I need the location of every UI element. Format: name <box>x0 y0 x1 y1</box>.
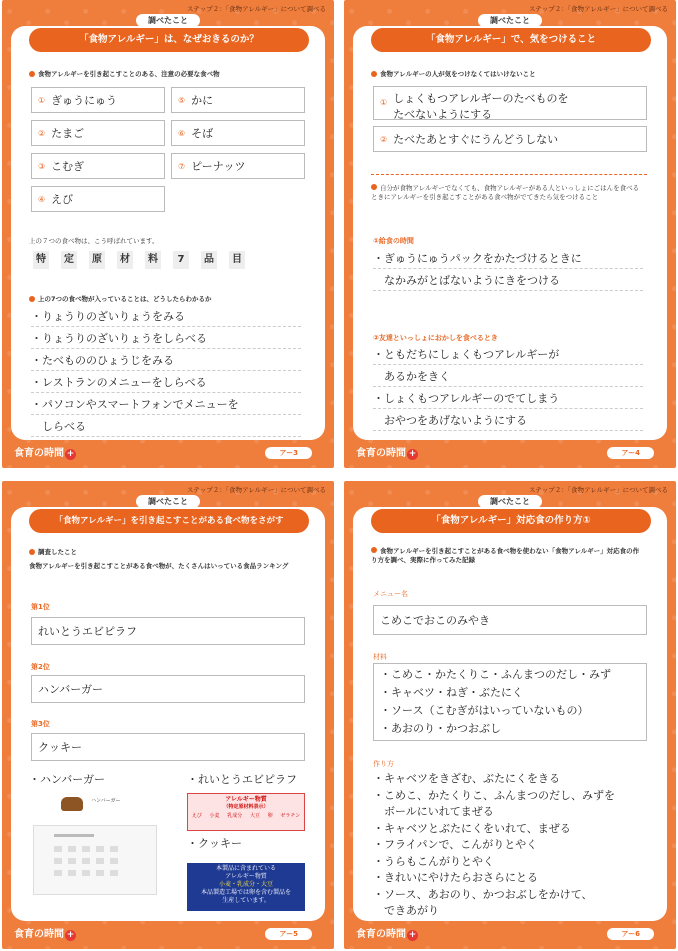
content-card <box>11 507 325 921</box>
page-number: アー4 <box>607 447 654 459</box>
food-box-5: ⑤ かに <box>171 87 305 113</box>
content-card <box>353 507 667 921</box>
step-line: できあがり <box>373 904 439 917</box>
step-line: ・キャベツとぶたにくをいれて、まぜる <box>373 821 571 835</box>
content-card <box>11 26 325 440</box>
bullet-icon <box>29 71 35 77</box>
plus-icon: + <box>408 930 417 940</box>
note-text: 自分が食物アレルギーでなくても、食物アレルギーがある人といっしょにごはんを食べるときにアレルギーを引き起こすことがある食べ物がでてきたら気をつけること <box>371 184 640 201</box>
page-title: 「食物アレルギー」で、気をつけること <box>371 28 651 52</box>
ingredients-label: 材料 <box>373 653 387 661</box>
cookie-label-image: 本製品に含まれている アレルギー物質 小麦・乳成分・大豆 本品製造工場では卵を含む製品を 生産しています。 <box>187 863 305 911</box>
page-number: アー5 <box>265 928 312 940</box>
menu-name-value: こめこでおこのみやき <box>373 605 647 635</box>
step-line: ・きれいにやけたらおさらにとる <box>373 871 538 884</box>
rank-1-answer: れいとうエビピラフ <box>31 617 305 645</box>
answer-box-1: ① しょくもつアレルギーのたべものを たべないようにする <box>373 86 647 120</box>
food-box-4: ④ えび <box>31 186 165 212</box>
food-box-1: ① ぎゅうにゅう <box>31 87 165 113</box>
subheading-snack: ②友達といっしょにおかしを食べるとき <box>373 334 498 342</box>
allergy-label-image: アレルギー物質 （特定原材料表示） えび 小麦 乳成分 大豆 卵 ゼラチン <box>187 793 305 831</box>
food-box-6: ⑥ そば <box>171 120 305 146</box>
page-title: 「食物アレルギー」は、なぜおきるのか？ <box>29 28 309 52</box>
bullet-icon <box>371 547 377 553</box>
plus-icon: + <box>66 930 75 940</box>
bullet-icon <box>371 184 377 190</box>
plus-icon: + <box>66 449 75 459</box>
ingredients-box: ・こめこ・かたくりこ・ふんまつのだし・みず ・キャベツ・ねぎ・ぶたにく ・ソース（こむぎがはいっていないもの） ・あおのり・かつおぶし <box>373 663 647 741</box>
page-number: アー3 <box>265 447 312 459</box>
steps-list <box>373 771 653 920</box>
step-label: ステップ２：「食物アレルギー」について調べる <box>186 5 326 13</box>
food-box-3: ③ こむぎ <box>31 153 165 179</box>
question-1: 調査したこと <box>29 547 77 556</box>
question-3: 上の7つの食べ物が入っていることは、どうしたらわかるか <box>29 294 212 303</box>
keyword-char: 料 <box>145 251 161 269</box>
food-box-7: ⑦ ピーナッツ <box>171 153 305 179</box>
answer-box-2: ② たべたあとすぐにうんどうしない <box>373 126 647 152</box>
brand-logo: 食育の時間 + <box>14 929 75 940</box>
worksheet-page-a6 <box>344 481 676 949</box>
caption-burger: ・ハンバーガー <box>29 773 106 786</box>
product-page-screenshot <box>33 825 157 895</box>
caption-cookie: ・クッキー <box>187 837 242 850</box>
question-2: 上の７つの食べ物は、こう呼ばれています。 <box>29 237 159 245</box>
answer-line: おやつをあげないようにする <box>373 410 643 431</box>
answer-line: しらべる <box>31 416 301 437</box>
step-line: ボールにいれてまぜる <box>373 805 494 818</box>
hamburger-image <box>61 797 83 811</box>
keyword-char: 原 <box>89 251 105 269</box>
answer-line: ・パソコンやスマートフォンでメニューを <box>31 394 301 415</box>
caption-pilaf: ・れいとうエビピラフ <box>187 773 297 786</box>
answer-line: ・りょうりのざいりょうをみる <box>31 306 301 327</box>
step-label: ステップ２：「食物アレルギー」について調べる <box>528 5 668 13</box>
answer-line: ・りょうりのざいりょうをしらべる <box>31 328 301 349</box>
answer-line: ・ぎゅうにゅうパックをかたづけるときに <box>373 248 643 269</box>
keyword-char: 7 <box>173 251 189 269</box>
description: 食物アレルギーを引き起こすことがある食べ物を使わない「食物アレルギー」対応食の作り方を調べ、実際に作ってみた記録 <box>371 547 640 564</box>
burger-label: ハンバーガー <box>91 798 121 804</box>
subheading-lunch: ①給食の時間 <box>373 237 414 245</box>
keyword-char: 材 <box>117 251 133 269</box>
page-number: アー6 <box>607 928 654 940</box>
bullet-icon <box>29 549 35 555</box>
food-box-2: ② たまご <box>31 120 165 146</box>
bullet-icon <box>29 296 35 302</box>
keyword-char: 目 <box>229 251 245 269</box>
step-line: ・ソース、あおのり、かつおぶしをかけて、 <box>373 887 593 901</box>
brand-logo: 食育の時間 + <box>14 448 75 459</box>
rank-2-label: 第2位 <box>31 663 50 671</box>
step-label: ステップ２：「食物アレルギー」について調べる <box>528 486 668 494</box>
section-tag: 調べたこと <box>478 495 542 508</box>
answer-line: ・しょくもつアレルギーのでてしまう <box>373 388 643 409</box>
answer-line: ・たべもののひょうじをみる <box>31 350 301 371</box>
worksheet-page-a4 <box>344 0 676 468</box>
allergen-table-image <box>34 826 158 896</box>
rank-3-answer: クッキー <box>31 733 305 761</box>
page-title: 「食物アレルギー」を引き起こすことがある食べ物をさがす <box>29 509 309 533</box>
content-card <box>353 26 667 440</box>
brand-logo: 食育の時間 + <box>356 929 417 940</box>
steps-label: 作り方 <box>373 760 394 768</box>
section-tag: 調べたこと <box>136 14 200 27</box>
worksheet-page-a5 <box>2 481 334 949</box>
answer-line: なかみがとばないようにきをつける <box>373 270 643 291</box>
rank-1-label: 第1位 <box>31 603 50 611</box>
description: 食物アレルギーを引き起こすことがある食べ物が、たくさんはいっている食品ランキング <box>29 562 289 570</box>
rank-3-label: 第3位 <box>31 720 50 728</box>
question-1: 食物アレルギーの人が気をつけなくてはいけないこと <box>371 69 536 78</box>
section-tag: 調べたこと <box>136 495 200 508</box>
step-line: ・こめこ、かたくりこ、ふんまつのだし、みずを <box>373 788 615 802</box>
divider <box>371 174 647 175</box>
step-line: ・フライパンで、こんがりとやく <box>373 838 538 851</box>
plus-icon: + <box>408 449 417 459</box>
step-label: ステップ２：「食物アレルギー」について調べる <box>186 486 326 494</box>
keyword-char: 特 <box>33 251 49 269</box>
worksheet-page-a3 <box>2 0 334 468</box>
rank-2-answer: ハンバーガー <box>31 675 305 703</box>
answer-line: あるかをきく <box>373 366 643 387</box>
answer-line: ・ともだちにしょくもつアレルギーが <box>373 344 643 365</box>
step-line: ・うらもこんがりとやく <box>373 854 494 868</box>
keyword-char: 品 <box>201 251 217 269</box>
keyword-char: 定 <box>61 251 77 269</box>
section-tag: 調べたこと <box>478 14 542 27</box>
menu-name-label: メニュー名 <box>373 590 408 598</box>
brand-logo: 食育の時間 + <box>356 448 417 459</box>
answer-line: ・レストランのメニューをしらべる <box>31 372 301 393</box>
question-1: 食物アレルギーを引き起こすことのある、注意の必要な食べ物 <box>29 69 220 78</box>
page-title: 「食物アレルギー」対応食の作り方① <box>371 509 651 533</box>
step-line: ・キャベツをきざむ、ぶたにくをきる <box>373 772 560 785</box>
bullet-icon <box>371 71 377 77</box>
